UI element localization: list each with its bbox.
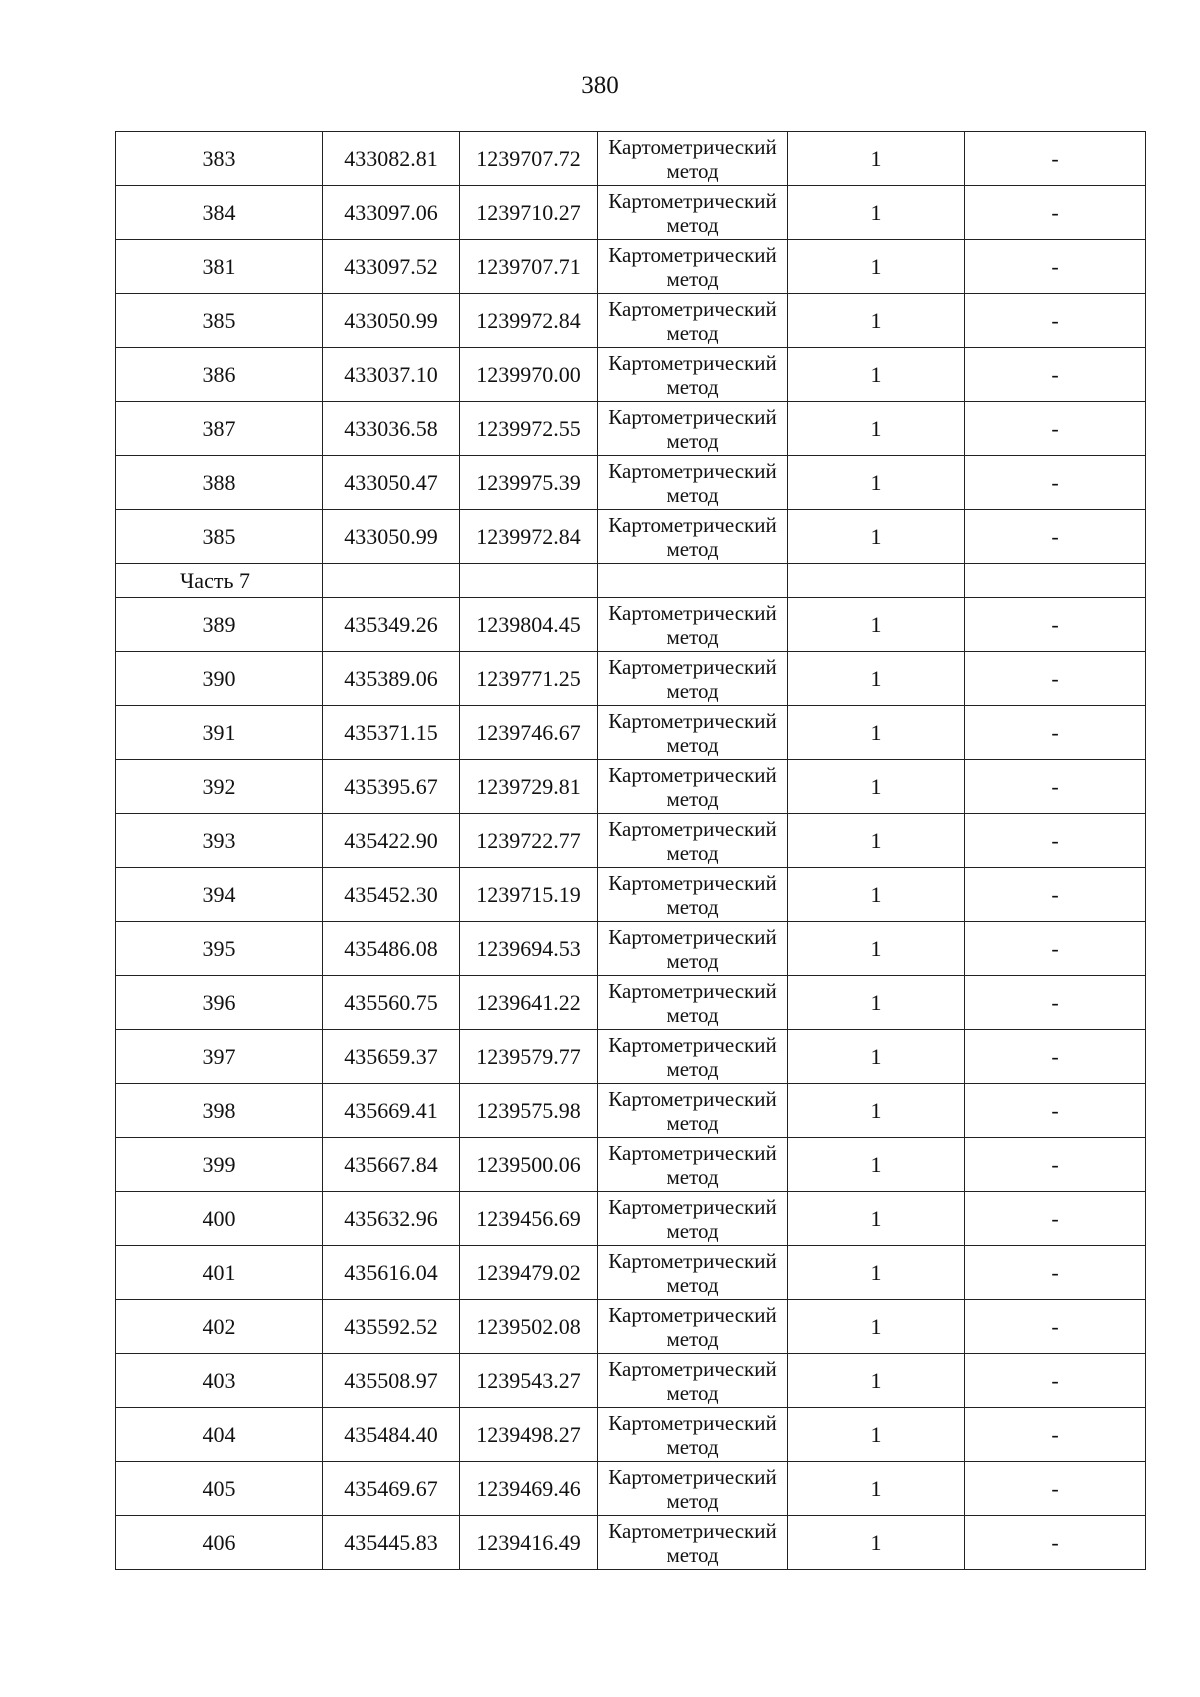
- point-number-cell: 392: [116, 760, 323, 814]
- note-cell: -: [965, 186, 1146, 240]
- method-cell: Картометрический метод: [598, 294, 788, 348]
- accuracy-cell: 1: [788, 1030, 965, 1084]
- y-coordinate-cell: 1239469.46: [460, 1462, 598, 1516]
- y-coordinate-cell: 1239500.06: [460, 1138, 598, 1192]
- accuracy-cell: 1: [788, 868, 965, 922]
- y-coordinate-cell: 1239579.77: [460, 1030, 598, 1084]
- x-coordinate-cell: 435445.83: [323, 1516, 460, 1570]
- accuracy-cell: 1: [788, 652, 965, 706]
- x-coordinate-cell: 435452.30: [323, 868, 460, 922]
- y-coordinate-cell: 1239707.72: [460, 132, 598, 186]
- point-number-cell: 394: [116, 868, 323, 922]
- table-row: [116, 1246, 1146, 1300]
- y-coordinate-cell: 1239707.71: [460, 240, 598, 294]
- table-row: [116, 1516, 1146, 1570]
- table-row: [116, 510, 1146, 564]
- page-number: 380: [581, 72, 619, 99]
- x-coordinate-cell: 435616.04: [323, 1246, 460, 1300]
- note-cell: -: [965, 868, 1146, 922]
- table-section-row-group: [116, 564, 1146, 598]
- table-row: [116, 976, 1146, 1030]
- point-number-cell: 395: [116, 922, 323, 976]
- point-number-cell: 398: [116, 1084, 323, 1138]
- y-coordinate-cell: 1239710.27: [460, 186, 598, 240]
- accuracy-cell: 1: [788, 1462, 965, 1516]
- accuracy-cell: 1: [788, 402, 965, 456]
- y-coordinate-cell: 1239641.22: [460, 976, 598, 1030]
- method-cell: Картометрический метод: [598, 652, 788, 706]
- x-coordinate-cell: 435469.67: [323, 1462, 460, 1516]
- y-coordinate-cell: 1239479.02: [460, 1246, 598, 1300]
- x-coordinate-cell: 435389.06: [323, 652, 460, 706]
- note-cell: -: [965, 348, 1146, 402]
- point-number-cell: 389: [116, 598, 323, 652]
- y-coordinate-cell: 1239970.00: [460, 348, 598, 402]
- table-row: [116, 1084, 1146, 1138]
- point-number-cell: 387: [116, 402, 323, 456]
- y-coordinate-cell: 1239543.27: [460, 1354, 598, 1408]
- point-number-cell: 405: [116, 1462, 323, 1516]
- point-number-cell: 391: [116, 706, 323, 760]
- section-row: [116, 564, 1146, 598]
- table-row: [116, 1192, 1146, 1246]
- x-coordinate-cell: 435484.40: [323, 1408, 460, 1462]
- method-cell: Картометрический метод: [598, 760, 788, 814]
- table-row: [116, 706, 1146, 760]
- table-row: [116, 1462, 1146, 1516]
- note-cell: -: [965, 1354, 1146, 1408]
- empty-cell: [788, 564, 965, 598]
- point-number-cell: 381: [116, 240, 323, 294]
- x-coordinate-cell: 435422.90: [323, 814, 460, 868]
- x-coordinate-cell: 435508.97: [323, 1354, 460, 1408]
- table-row: [116, 922, 1146, 976]
- x-coordinate-cell: 433097.52: [323, 240, 460, 294]
- x-coordinate-cell: 435395.67: [323, 760, 460, 814]
- table-body-before: [116, 132, 1146, 564]
- note-cell: -: [965, 598, 1146, 652]
- y-coordinate-cell: 1239972.84: [460, 510, 598, 564]
- x-coordinate-cell: 433037.10: [323, 348, 460, 402]
- table-row: [116, 814, 1146, 868]
- method-cell: Картометрический метод: [598, 706, 788, 760]
- table-row: [116, 240, 1146, 294]
- method-cell: Картометрический метод: [598, 598, 788, 652]
- y-coordinate-cell: 1239456.69: [460, 1192, 598, 1246]
- accuracy-cell: 1: [788, 132, 965, 186]
- accuracy-cell: 1: [788, 814, 965, 868]
- method-cell: Картометрический метод: [598, 868, 788, 922]
- point-number-cell: 384: [116, 186, 323, 240]
- method-cell: Картометрический метод: [598, 922, 788, 976]
- point-number-cell: 386: [116, 348, 323, 402]
- method-cell: Картометрический метод: [598, 1030, 788, 1084]
- table-row: [116, 294, 1146, 348]
- y-coordinate-cell: 1239746.67: [460, 706, 598, 760]
- empty-cell: [323, 564, 460, 598]
- accuracy-cell: 1: [788, 1408, 965, 1462]
- table-row: [116, 760, 1146, 814]
- table-body-after: [116, 598, 1146, 1570]
- table-row: [116, 1030, 1146, 1084]
- y-coordinate-cell: 1239722.77: [460, 814, 598, 868]
- y-coordinate-cell: 1239975.39: [460, 456, 598, 510]
- x-coordinate-cell: 435371.15: [323, 706, 460, 760]
- method-cell: Картометрический метод: [598, 456, 788, 510]
- table-row: [116, 402, 1146, 456]
- coordinates-table: [115, 131, 1146, 1570]
- x-coordinate-cell: 435667.84: [323, 1138, 460, 1192]
- note-cell: -: [965, 1192, 1146, 1246]
- note-cell: -: [965, 1138, 1146, 1192]
- method-cell: Картометрический метод: [598, 1300, 788, 1354]
- empty-cell: [965, 564, 1146, 598]
- y-coordinate-cell: 1239715.19: [460, 868, 598, 922]
- point-number-cell: 388: [116, 456, 323, 510]
- point-number-cell: 383: [116, 132, 323, 186]
- y-coordinate-cell: 1239771.25: [460, 652, 598, 706]
- accuracy-cell: 1: [788, 976, 965, 1030]
- point-number-cell: 385: [116, 294, 323, 348]
- table-row: [116, 1354, 1146, 1408]
- point-number-cell: 397: [116, 1030, 323, 1084]
- point-number-cell: 406: [116, 1516, 323, 1570]
- point-number-cell: 400: [116, 1192, 323, 1246]
- accuracy-cell: 1: [788, 1300, 965, 1354]
- table-row: [116, 1138, 1146, 1192]
- method-cell: Картометрический метод: [598, 240, 788, 294]
- accuracy-cell: 1: [788, 1138, 965, 1192]
- point-number-cell: 399: [116, 1138, 323, 1192]
- table-row: [116, 1300, 1146, 1354]
- accuracy-cell: 1: [788, 598, 965, 652]
- table-row: [116, 598, 1146, 652]
- table-row: [116, 1408, 1146, 1462]
- point-number-cell: 393: [116, 814, 323, 868]
- x-coordinate-cell: 435349.26: [323, 598, 460, 652]
- point-number-cell: 385: [116, 510, 323, 564]
- method-cell: Картометрический метод: [598, 1462, 788, 1516]
- accuracy-cell: 1: [788, 706, 965, 760]
- note-cell: -: [965, 240, 1146, 294]
- y-coordinate-cell: 1239575.98: [460, 1084, 598, 1138]
- x-coordinate-cell: 435659.37: [323, 1030, 460, 1084]
- point-number-cell: 390: [116, 652, 323, 706]
- section-label: Часть 7: [116, 564, 323, 598]
- accuracy-cell: 1: [788, 240, 965, 294]
- method-cell: Картометрический метод: [598, 814, 788, 868]
- y-coordinate-cell: 1239972.55: [460, 402, 598, 456]
- x-coordinate-cell: 433082.81: [323, 132, 460, 186]
- table-row: [116, 348, 1146, 402]
- note-cell: -: [965, 402, 1146, 456]
- accuracy-cell: 1: [788, 1246, 965, 1300]
- table-row: [116, 652, 1146, 706]
- method-cell: Картометрический метод: [598, 348, 788, 402]
- method-cell: Картометрический метод: [598, 976, 788, 1030]
- accuracy-cell: 1: [788, 294, 965, 348]
- note-cell: -: [965, 1246, 1146, 1300]
- note-cell: -: [965, 652, 1146, 706]
- point-number-cell: 401: [116, 1246, 323, 1300]
- note-cell: -: [965, 706, 1146, 760]
- note-cell: -: [965, 1300, 1146, 1354]
- note-cell: -: [965, 922, 1146, 976]
- x-coordinate-cell: 435632.96: [323, 1192, 460, 1246]
- method-cell: Картометрический метод: [598, 510, 788, 564]
- x-coordinate-cell: 433097.06: [323, 186, 460, 240]
- accuracy-cell: 1: [788, 1084, 965, 1138]
- table-row: [116, 868, 1146, 922]
- note-cell: -: [965, 1462, 1146, 1516]
- method-cell: Картометрический метод: [598, 1084, 788, 1138]
- note-cell: -: [965, 132, 1146, 186]
- method-cell: Картометрический метод: [598, 1408, 788, 1462]
- y-coordinate-cell: 1239804.45: [460, 598, 598, 652]
- y-coordinate-cell: 1239416.49: [460, 1516, 598, 1570]
- point-number-cell: 402: [116, 1300, 323, 1354]
- note-cell: -: [965, 1408, 1146, 1462]
- x-coordinate-cell: 433036.58: [323, 402, 460, 456]
- y-coordinate-cell: 1239502.08: [460, 1300, 598, 1354]
- note-cell: -: [965, 456, 1146, 510]
- accuracy-cell: 1: [788, 922, 965, 976]
- method-cell: Картометрический метод: [598, 186, 788, 240]
- point-number-cell: 404: [116, 1408, 323, 1462]
- accuracy-cell: 1: [788, 510, 965, 564]
- x-coordinate-cell: 435592.52: [323, 1300, 460, 1354]
- accuracy-cell: 1: [788, 348, 965, 402]
- note-cell: -: [965, 510, 1146, 564]
- note-cell: -: [965, 760, 1146, 814]
- method-cell: Картометрический метод: [598, 1192, 788, 1246]
- accuracy-cell: 1: [788, 1192, 965, 1246]
- accuracy-cell: 1: [788, 456, 965, 510]
- accuracy-cell: 1: [788, 760, 965, 814]
- point-number-cell: 403: [116, 1354, 323, 1408]
- y-coordinate-cell: 1239498.27: [460, 1408, 598, 1462]
- note-cell: -: [965, 294, 1146, 348]
- note-cell: -: [965, 814, 1146, 868]
- note-cell: -: [965, 1516, 1146, 1570]
- x-coordinate-cell: 433050.47: [323, 456, 460, 510]
- accuracy-cell: 1: [788, 1516, 965, 1570]
- method-cell: Картометрический метод: [598, 1138, 788, 1192]
- x-coordinate-cell: 435669.41: [323, 1084, 460, 1138]
- method-cell: Картометрический метод: [598, 402, 788, 456]
- note-cell: -: [965, 1030, 1146, 1084]
- method-cell: Картометрический метод: [598, 1354, 788, 1408]
- accuracy-cell: 1: [788, 186, 965, 240]
- method-cell: Картометрический метод: [598, 132, 788, 186]
- x-coordinate-cell: 435486.08: [323, 922, 460, 976]
- empty-cell: [598, 564, 788, 598]
- x-coordinate-cell: 433050.99: [323, 510, 460, 564]
- y-coordinate-cell: 1239694.53: [460, 922, 598, 976]
- accuracy-cell: 1: [788, 1354, 965, 1408]
- point-number-cell: 396: [116, 976, 323, 1030]
- x-coordinate-cell: 433050.99: [323, 294, 460, 348]
- method-cell: Картометрический метод: [598, 1516, 788, 1570]
- x-coordinate-cell: 435560.75: [323, 976, 460, 1030]
- note-cell: -: [965, 976, 1146, 1030]
- table-row: [116, 132, 1146, 186]
- table-row: [116, 456, 1146, 510]
- y-coordinate-cell: 1239729.81: [460, 760, 598, 814]
- y-coordinate-cell: 1239972.84: [460, 294, 598, 348]
- method-cell: Картометрический метод: [598, 1246, 788, 1300]
- empty-cell: [460, 564, 598, 598]
- table-row: [116, 186, 1146, 240]
- note-cell: -: [965, 1084, 1146, 1138]
